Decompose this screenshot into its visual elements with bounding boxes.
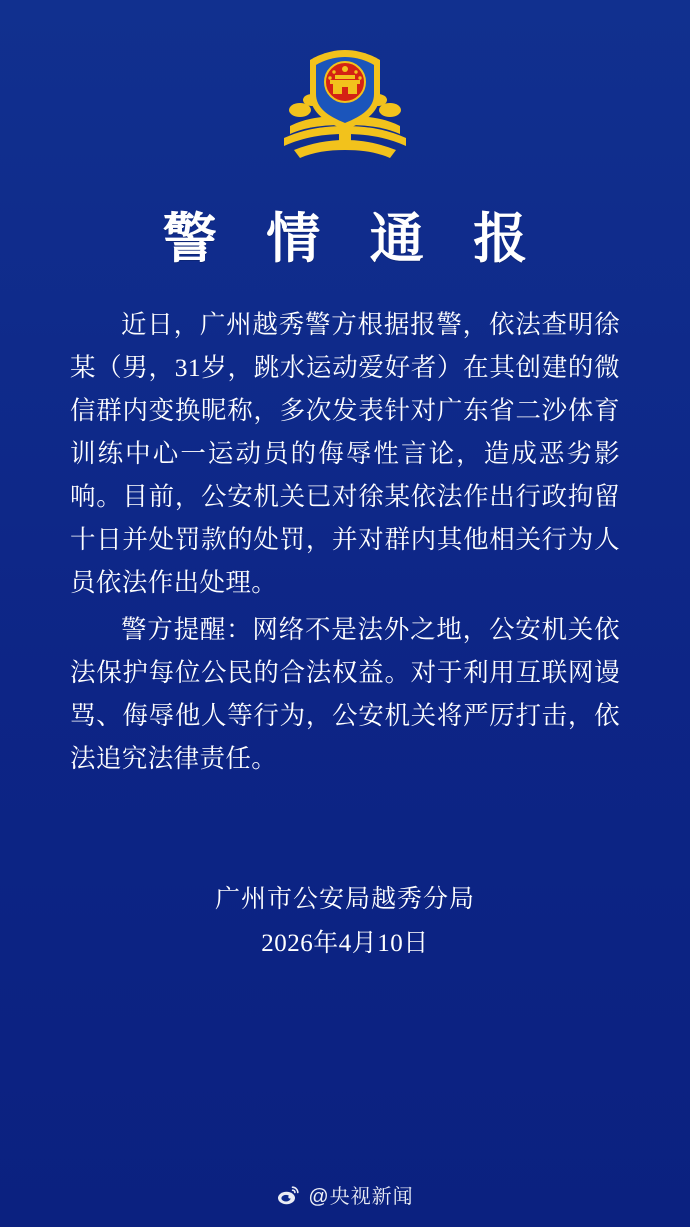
weibo-icon [276,1183,300,1207]
notice-paragraph-1: 近日，广州越秀警方根据报警，依法查明徐某（男，31岁，跳水运动爱好者）在其创建的微信群内变换昵称，多次发表针对广东省二沙体育训练中心一运动员的侮辱性言论，造成恶劣影响。目前，公安机关已对徐某依法作出行政拘留十日并处罚款的处罚，并对群内其他相关行为人员依法作出处理。 [70,310,620,597]
page-title: 警 情 通 报 [162,209,546,269]
emblem-container [0,0,690,170]
signature-date: 2026年4月10日 [261,930,429,957]
footer-account-name: @央视新闻 [308,1186,414,1208]
signature-block [0,878,690,966]
footer-attribution [0,1180,690,1209]
police-emblem-icon [280,44,410,170]
signature-organization: 广州市公安局越秀分局 [214,886,475,913]
notice-paragraph-2: 警方提醒：网络不是法外之地，公安机关依法保护每位公民的合法权益。对于利用互联网谩骂、侮辱他人等行为，公安机关将严厉打击，依法追究法律责任。 [70,615,620,773]
notice-body [70,303,620,780]
